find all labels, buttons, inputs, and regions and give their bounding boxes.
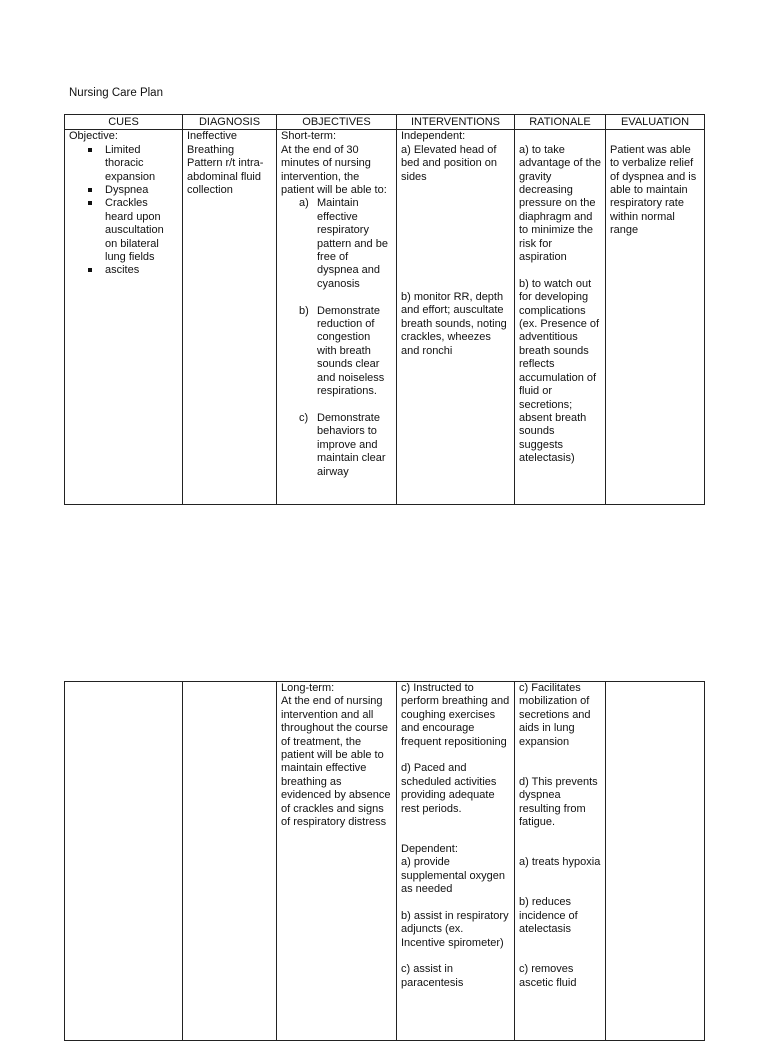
rationale-dep-c: c) removes ascetic fluid <box>519 963 577 989</box>
intervention-d: d) Paced and scheduled activities providing adequate rest periods. <box>401 762 497 815</box>
dependent-label: Dependent: <box>401 842 458 855</box>
intervention-c: c) Instructed to perform breathing and coughing exercises and encourage frequent repositioning <box>401 682 510 748</box>
header-diagnosis: DIAGNOSIS <box>183 115 277 130</box>
care-plan-table-continued <box>64 681 705 1041</box>
care-plan-table <box>64 114 705 505</box>
bullet-icon <box>88 188 92 192</box>
rationale-cell <box>515 130 606 505</box>
list-item: ascites <box>105 264 178 277</box>
intervention-dep-b: b) assist in respiratory adjuncts (ex. Incentive spirometer) <box>401 909 509 949</box>
table-row <box>65 130 705 505</box>
objectives-cell <box>277 682 397 1041</box>
list-item: a) Maintain effective respiratory pattern and be free of dyspnea and cyanosis <box>299 197 388 290</box>
header-cues: CUES <box>65 115 183 130</box>
objectives-cell <box>277 130 397 505</box>
objectives-list <box>281 197 392 479</box>
list-item: Dyspnea <box>105 184 178 197</box>
rationale-dep-b: b) reduces incidence of atelectasis <box>519 896 578 936</box>
rationale-cell <box>515 682 606 1041</box>
evaluation-cell <box>606 130 705 505</box>
cues-list <box>69 144 178 278</box>
header-row <box>65 115 705 130</box>
objectives-label: Long-term: <box>281 682 335 694</box>
rationale-c: c) Facilitates mobilization of secretions and aids in lung expansion <box>519 682 591 748</box>
intervention-dep-c: c) assist in paracentesis <box>401 963 464 989</box>
header-evaluation: EVALUATION <box>606 115 705 130</box>
list-item: c) Demonstrate behaviors to improve and maintain clear airway <box>299 411 386 478</box>
diagnosis-cell <box>183 682 277 1041</box>
document-title: Nursing Care Plan <box>69 87 163 99</box>
list-item: Limited thoracic expansion <box>105 144 178 184</box>
diagnosis-cell <box>183 130 277 505</box>
cues-label: Objective: <box>69 130 118 143</box>
header-objectives: OBJECTIVES <box>277 115 397 130</box>
objectives-label: Short-term: <box>281 130 337 143</box>
evaluation-cell <box>606 682 705 1041</box>
interventions-cell <box>397 130 515 505</box>
intervention-b: b) monitor RR, depth and effort; auscultate breath sounds, noting crackles, wheezes and ronchi <box>401 291 507 357</box>
bullet-icon <box>88 148 92 152</box>
intervention-dep-a: a) provide supplemental oxygen as needed <box>401 856 505 896</box>
list-item: b) Demonstrate reduction of congestion with breath sounds clear and noiseless respirations. <box>299 304 385 398</box>
rationale-dep-a: a) treats hypoxia <box>519 856 601 869</box>
rationale-b: b) to watch out for developing complications (ex. Presence of adventitious breath sounds reflects accumulation of fluid or secretions; absent breath sounds suggests atelectasis) <box>519 277 600 465</box>
bullet-icon <box>88 201 92 205</box>
header-interventions: INTERVENTIONS <box>397 115 515 130</box>
interventions-cell <box>397 682 515 1041</box>
intervention-a: a) Elevated head of bed and position on sides <box>401 143 498 183</box>
cues-cell <box>65 682 183 1041</box>
rationale-a: a) to take advantage of the gravity decreasing pressure on the diaphragm and to minimize the risk for aspiration <box>519 143 601 264</box>
diagnosis-text: Ineffective Breathing Pattern r/t intra-abdominal fluid collection <box>187 130 264 197</box>
evaluation-text: Patient was able to verbalize relief of dyspnea and is able to maintain respiratory rate within normal range <box>610 143 697 237</box>
objectives-intro: At the end of 30 minutes of nursing intervention, the patient will be able to: <box>281 143 387 197</box>
list-item: Crackles heard upon auscultation on bilateral lung fields <box>105 197 178 264</box>
objectives-longterm-text: At the end of nursing intervention and all throughout the course of treatment, the patient will be able to maintain effective breathing as evidenced by absence of crackles and signs of respiratory distress <box>281 695 391 829</box>
table-row <box>65 682 705 1041</box>
header-rationale: RATIONALE <box>515 115 606 130</box>
interventions-label: Independent: <box>401 130 466 143</box>
bullet-icon <box>88 268 92 272</box>
cues-cell <box>65 130 183 505</box>
rationale-d: d) This prevents dyspnea resulting from fatigue. <box>519 775 598 829</box>
